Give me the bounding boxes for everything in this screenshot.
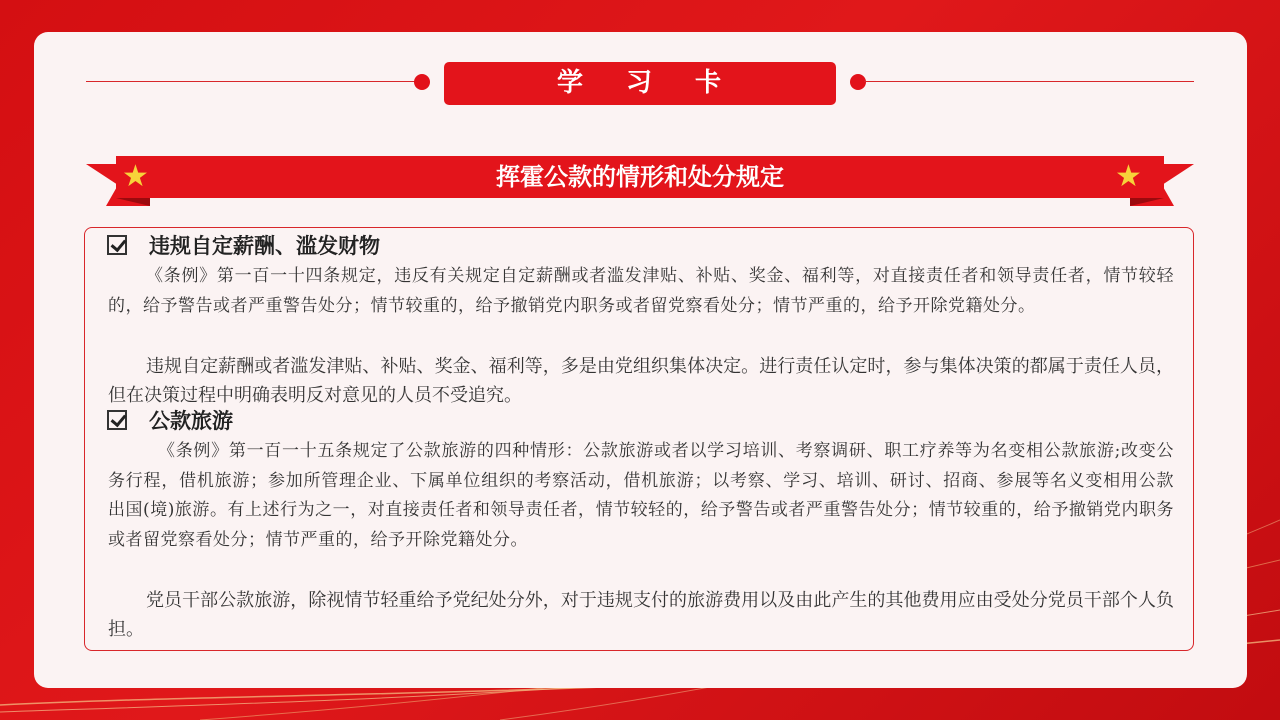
section-heading-text: 违规自定薪酬、滥发财物: [149, 234, 380, 258]
title-dot-left: [414, 74, 430, 90]
section-heading: [107, 406, 233, 436]
regulation-paragraph: 《条例》第一百一十四条规定，违反有关规定自定薪酬或者滥发津贴、补贴、奖金、福利等，对直接责任者和领导责任者，情节较轻的，给予警告或者严重警告处分；情节较重的，给予撤销党内职务或者留党察看处分；情节严重的，给予开除党籍处分。: [108, 266, 1174, 316]
regulation-paragraph: 《条例》第一百一十五条规定了公款旅游的四种情形：公款旅游或者以学习培训、考察调研、职工疗养等为名变相公款旅游;改变公务行程，借机旅游；参加所管理企业、下属单位组织的考察活动，借机旅游；以考察、学习、培训、研讨、招商、参展等名义变相用公款出国(境)旅游。有上述行为之一，对直接责任者和领导责任者，情节较轻的，给予警告或者严重警告处分；情节较重的，给予撤销党内职务或者留党察看处分；情节严重的，给予开除党籍处分。: [108, 441, 1174, 550]
star-icon: ★: [122, 159, 149, 194]
section-heading: [107, 231, 380, 261]
title-line-left: [86, 81, 416, 82]
title-dot-right: [850, 74, 866, 90]
star-icon: ★: [1115, 159, 1142, 194]
checkbox-checked-icon: [107, 410, 127, 430]
section-heading-text: 公款旅游: [149, 409, 233, 433]
checkbox-checked-icon: [107, 235, 127, 255]
card-title: 学 习 卡: [444, 62, 836, 105]
explanation-paragraph: 违规自定薪酬或者滥发津贴、补贴、奖金、福利等，多是由党组织集体决定。进行责任认定时，参与集体决策的都属于责任人员，但在决策过程中明确表明反对意见的人员不受追究。: [108, 356, 1174, 406]
title-line-right: [864, 81, 1194, 82]
explanation-paragraph: 党员干部公款旅游，除视情节轻重给予党纪处分外，对于违规支付的旅游费用以及由此产生的其他费用应由受处分党员干部个人负担。: [108, 590, 1174, 640]
banner-title: 挥霍公款的情形和处分规定: [496, 163, 784, 191]
